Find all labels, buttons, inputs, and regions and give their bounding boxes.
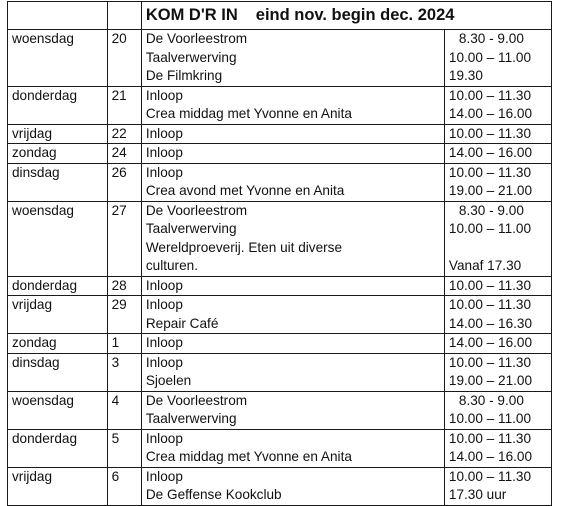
day-label: zondag: [12, 145, 57, 160]
date-number: 1: [111, 335, 120, 350]
activity-label: Repair Café: [145, 315, 219, 331]
time-label: 14.00 – 16.00: [448, 145, 533, 160]
day-cell: [8, 30, 108, 87]
time-cell: [444, 391, 551, 429]
time-label: 10.00 – 11.30: [448, 468, 532, 484]
time-label: 14.00 – 16.30: [448, 315, 533, 331]
day-cell: [8, 201, 108, 276]
table-row: [8, 296, 552, 334]
activity-cell: [141, 276, 444, 296]
date-number: 4: [111, 392, 120, 408]
table-row: [8, 334, 552, 354]
date-cell: [107, 124, 141, 144]
activity-label: Crea middag met Yvonne en Anita: [145, 106, 352, 121]
time-label: [449, 239, 548, 258]
activity-cell: [141, 30, 444, 87]
day-label: vrijdag: [12, 468, 53, 484]
date-cell: [107, 334, 141, 354]
activity-cell: [141, 163, 444, 201]
table-row: [8, 30, 552, 87]
activity-label: Crea avond met Yvonne en Anita: [145, 183, 345, 198]
day-cell: [8, 86, 108, 124]
day-cell: [8, 467, 108, 505]
activity-label: Inloop: [145, 354, 183, 370]
time-label: 10.00 – 11.30: [448, 297, 532, 312]
table-row: [8, 429, 552, 467]
time-label: 14.00 – 16.00: [448, 335, 533, 350]
date-cell: [107, 163, 141, 201]
day-label: woensdag: [12, 202, 74, 218]
activity-label: De Voorleestrom: [145, 202, 248, 218]
activity-label: Taalverwerving: [145, 221, 237, 236]
date-cell: [107, 467, 141, 505]
date-cell: [107, 86, 141, 124]
activity-label: Taalverwerving: [145, 49, 237, 65]
activity-cell: [141, 467, 444, 505]
activity-label: De Filmkring: [145, 68, 223, 83]
date-number: 24: [111, 145, 127, 160]
table-row: [8, 124, 552, 144]
time-label: 10.00 – 11.00: [448, 221, 532, 236]
day-cell: [8, 124, 108, 144]
activity-label: Inloop: [145, 164, 183, 180]
date-number: 6: [111, 468, 120, 484]
time-label: 10.00 – 11.30: [448, 164, 532, 180]
activity-cell: [141, 144, 444, 164]
activity-cell: [141, 429, 444, 467]
time-cell: [444, 30, 551, 87]
header-row: [8, 2, 552, 30]
day-label: dinsdag: [12, 354, 60, 370]
day-cell: [8, 429, 108, 467]
day-label: woensdag: [12, 31, 74, 46]
schedule-table: [7, 1, 552, 506]
time-label: 10.00 – 11.30: [448, 277, 532, 293]
activity-label: culturen.: [145, 258, 198, 273]
time-cell: [444, 429, 551, 467]
time-cell: [444, 467, 551, 505]
date-number: 28: [111, 277, 127, 293]
activity-label: Inloop: [145, 335, 183, 350]
day-label: donderdag: [12, 430, 78, 446]
date-cell: [107, 201, 141, 276]
date-number: 29: [111, 297, 127, 312]
time-cell: [444, 353, 551, 391]
day-cell: [8, 296, 108, 334]
time-label: 8.30 - 9.00: [458, 392, 524, 408]
table-row: [8, 391, 552, 429]
time-label: 10.00 – 11.30: [448, 87, 532, 103]
day-cell: [8, 391, 108, 429]
date-cell: [107, 429, 141, 467]
time-label: 19.00 – 21.00: [448, 373, 533, 388]
header-date-cell: [107, 2, 141, 30]
table-row: [8, 86, 552, 124]
table-row: [8, 353, 552, 391]
activity-label: Inloop: [145, 87, 183, 103]
time-label: 10.00 – 11.30: [448, 354, 532, 370]
day-cell: [8, 163, 108, 201]
date-cell: [107, 276, 141, 296]
date-cell: [107, 296, 141, 334]
activity-label: Inloop: [145, 277, 183, 293]
time-cell: [444, 276, 551, 296]
date-number: 21: [111, 87, 127, 103]
activity-label: De Voorleestrom: [145, 31, 248, 46]
activity-cell: [141, 201, 444, 276]
time-cell: [444, 144, 551, 164]
day-cell: [8, 334, 108, 354]
activity-label: Inloop: [145, 145, 183, 160]
table-row: [8, 163, 552, 201]
day-label: donderdag: [12, 277, 78, 293]
date-number: 27: [111, 202, 127, 218]
activity-label: Wereldproeverij. Eten uit diverse: [145, 239, 343, 255]
time-cell: [444, 201, 551, 276]
time-cell: [444, 163, 551, 201]
date-cell: [107, 30, 141, 87]
time-label: 8.30 - 9.00: [458, 31, 524, 46]
day-label: zondag: [12, 335, 57, 350]
time-cell: [444, 124, 551, 144]
date-cell: [107, 353, 141, 391]
activity-cell: [141, 334, 444, 354]
header-day-cell: [8, 2, 108, 30]
activity-cell: [141, 86, 444, 124]
date-number: 26: [111, 164, 127, 180]
time-label: 14.00 – 16.00: [448, 449, 533, 464]
activity-label: Crea middag met Yvonne en Anita: [145, 449, 352, 464]
time-cell: [444, 296, 551, 334]
activity-label: Inloop: [145, 430, 183, 446]
time-label: Vanaf 17.30: [448, 258, 522, 273]
title-sub: eind nov. begin dec. 2024: [255, 6, 455, 24]
table-row: [8, 276, 552, 296]
table-row: [8, 201, 552, 276]
date-cell: [107, 144, 141, 164]
activity-label: Taalverwerving: [145, 411, 237, 426]
day-cell: [8, 144, 108, 164]
time-label: 19.00 – 21.00: [448, 183, 533, 198]
time-cell: [444, 334, 551, 354]
date-cell: [107, 391, 141, 429]
time-label: 10.00 – 11.00: [448, 49, 532, 65]
date-number: 3: [111, 354, 120, 370]
activity-label: De Voorleestrom: [145, 392, 248, 408]
activity-label: Sjoelen: [145, 373, 192, 388]
day-label: donderdag: [12, 87, 78, 103]
activity-label: Inloop: [145, 468, 183, 484]
day-label: vrijdag: [12, 125, 53, 141]
activity-cell: [141, 391, 444, 429]
day-cell: [8, 276, 108, 296]
time-label: 17.30 uur: [448, 487, 507, 502]
day-label: vrijdag: [12, 297, 53, 312]
activity-cell: [141, 296, 444, 334]
activity-label: Inloop: [145, 125, 183, 141]
activity-label: Inloop: [145, 297, 183, 312]
activity-cell: [141, 124, 444, 144]
day-label: dinsdag: [12, 164, 60, 180]
schedule-body: [8, 2, 552, 506]
date-number: 20: [111, 31, 127, 46]
time-label: 8.30 - 9.00: [458, 202, 524, 218]
day-cell: [8, 353, 108, 391]
time-label: 10.00 – 11.00: [448, 411, 532, 426]
table-row: [8, 467, 552, 505]
time-label: 14.00 – 16.00: [448, 106, 533, 121]
page-title: [141, 2, 551, 30]
time-cell: [444, 86, 551, 124]
day-label: woensdag: [12, 392, 74, 408]
activity-label: De Geffense Kookclub: [145, 487, 282, 502]
date-number: 5: [111, 430, 120, 446]
time-label: 19.30: [448, 68, 483, 83]
title-main: KOM D'R IN: [145, 6, 238, 24]
activity-cell: [141, 353, 444, 391]
date-number: 22: [111, 125, 127, 141]
time-label: 10.00 – 11.30: [448, 125, 532, 141]
time-label: 10.00 – 11.30: [448, 430, 532, 446]
table-row: [8, 144, 552, 164]
